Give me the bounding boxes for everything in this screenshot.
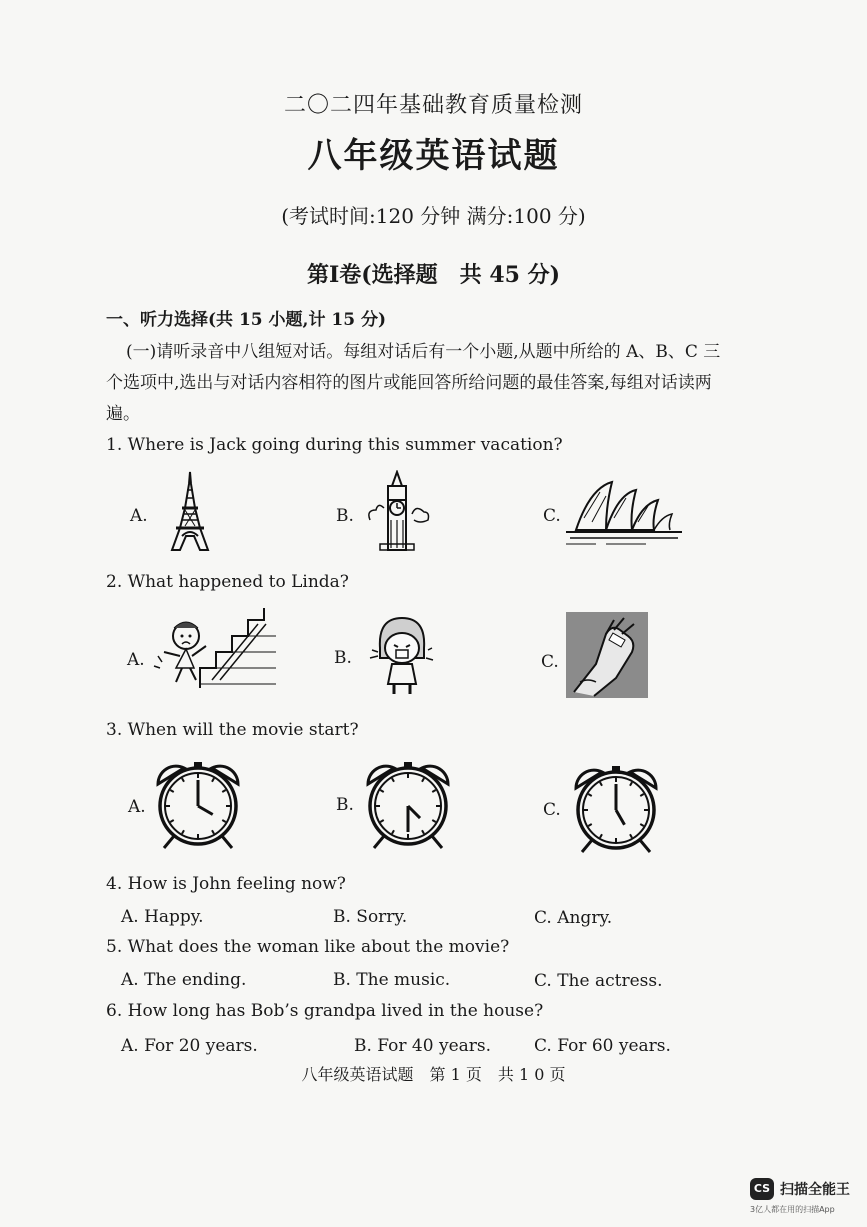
clock-tick — [392, 830, 394, 833]
clock-tick — [600, 834, 602, 837]
question-6-option-b: B. For 40 years. — [354, 1036, 492, 1056]
clock-hour-hand — [408, 806, 420, 818]
clock-tick — [170, 790, 173, 792]
question-3-option-b-label: B. — [336, 795, 354, 815]
big-ben-icon — [362, 470, 432, 554]
clock-tick — [182, 778, 184, 781]
question-6-option-c: C. For 60 years. — [534, 1036, 671, 1056]
question-3-option-c-label: C. — [543, 800, 561, 820]
clock-tick — [212, 830, 214, 833]
clock-tick — [380, 790, 383, 792]
question-4-option-c: C. Angry. — [534, 908, 613, 928]
question-6-option-a: A. For 20 years. — [121, 1036, 258, 1056]
question-5-option-c: C. The actress. — [534, 971, 663, 991]
clock-tick — [422, 830, 424, 833]
hurt-hand-icon — [566, 612, 648, 698]
question-1-option-b-label: B. — [336, 506, 354, 526]
instructions-line-1: (一)请听录音中八组短对话。每组对话后有一个小题,从题中所给的 A、B、C 三 — [126, 342, 721, 362]
camscanner-watermark — [750, 1178, 860, 1218]
clock-tick — [182, 830, 184, 833]
section-heading: 一、听力选择(共 15 小题,计 15 分) — [106, 310, 386, 330]
alarm-clock-a-icon — [150, 760, 246, 850]
question-2-option-a-label: A. — [127, 650, 145, 670]
clock-hour-hand — [198, 806, 213, 815]
question-1-option-c-label: C. — [543, 506, 561, 526]
clock-hour-hand — [616, 810, 625, 825]
question-5-option-a: A. The ending. — [121, 970, 247, 990]
question-1-text: 1. Where is Jack going during this summer vacation? — [106, 435, 563, 455]
instructions-line-2: 个选项中,选出与对话内容相符的图片或能回答所给问题的最佳答案,每组对话读两 — [106, 373, 712, 393]
sydney-opera-house-icon — [566, 478, 682, 548]
question-6-text: 6. How long has Bob’s grandpa lived in the house? — [106, 1001, 544, 1021]
alarm-clock-b-icon — [360, 760, 456, 850]
clock-tick — [212, 778, 214, 781]
eiffel-tower-icon — [160, 470, 220, 554]
exam-series-title: 二〇二四年基础教育质量检测 — [283, 93, 583, 118]
clock-tick — [630, 834, 632, 837]
clock-tick — [432, 820, 435, 822]
clock-tick — [640, 824, 643, 826]
clock-tick — [630, 782, 632, 785]
camscanner-logo-icon: CS — [750, 1178, 774, 1200]
question-4-option-a: A. Happy. — [121, 907, 204, 927]
clock-tick — [588, 824, 591, 826]
camscanner-brand: 扫描全能王 — [780, 1182, 850, 1198]
instructions-line-3: 遍。 — [106, 404, 140, 424]
page-title: 八年级英语试题 — [307, 136, 560, 176]
clock-tick — [222, 820, 225, 822]
clock-tick — [170, 820, 173, 822]
clock-tick — [392, 778, 394, 781]
clock-tick — [422, 778, 424, 781]
question-5-text: 5. What does the woman like about the movie? — [106, 937, 510, 957]
alarm-clock-c-icon — [568, 764, 664, 854]
exam-time-info: (考试时间:120 分钟 满分:100 分) — [281, 204, 586, 228]
girl-falling-stairs-icon — [140, 606, 276, 690]
volume-heading: 第Ⅰ卷(选择题 共 45 分) — [306, 262, 561, 288]
question-1-option-a-label: A. — [130, 506, 148, 526]
clock-tick — [640, 794, 643, 796]
question-2-option-c-label: C. — [541, 652, 559, 672]
question-2-option-b-label: B. — [334, 648, 352, 668]
question-5-option-b: B. The music. — [333, 970, 451, 990]
question-4-text: 4. How is John feeling now? — [106, 874, 346, 894]
page-footer: 八年级英语试题 第 1 页 共 1 0 页 — [301, 1065, 566, 1084]
girl-sneezing-icon — [366, 612, 436, 698]
question-4-option-b: B. Sorry. — [333, 907, 408, 927]
clock-tick — [600, 782, 602, 785]
question-3-option-a-label: A. — [128, 797, 146, 817]
clock-tick — [588, 794, 591, 796]
camscanner-slogan: 3亿人都在用的扫描App — [750, 1205, 835, 1214]
question-3-text: 3. When will the movie start? — [106, 720, 359, 740]
question-2-text: 2. What happened to Linda? — [106, 572, 349, 592]
clock-tick — [432, 790, 435, 792]
clock-tick — [380, 820, 383, 822]
clock-tick — [222, 790, 225, 792]
